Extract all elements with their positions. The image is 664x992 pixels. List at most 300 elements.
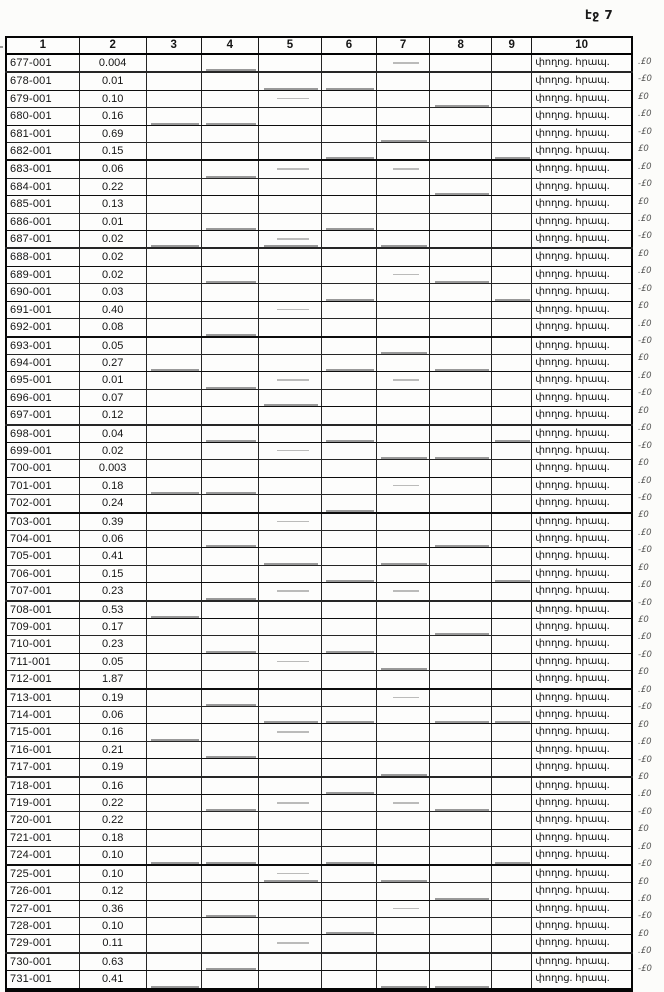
cell-empty — [377, 741, 430, 758]
table-row — [6, 354, 632, 371]
cell-empty — [321, 248, 376, 266]
table-row — [6, 389, 632, 406]
cell-category: փողոց. հրապ. — [532, 741, 632, 758]
cell-empty — [377, 125, 430, 142]
cell-empty — [146, 495, 201, 513]
cell-category: փողոց. հրապ. — [532, 953, 632, 971]
cell-empty — [492, 90, 532, 107]
cell-empty — [201, 372, 258, 389]
cell-empty — [146, 301, 201, 318]
cell-empty — [430, 619, 492, 636]
cell-empty — [258, 301, 321, 318]
cell-parcel-code: 679-001 — [6, 90, 79, 107]
cell-empty — [492, 689, 532, 707]
cell-category: փողոց. հրապ. — [532, 477, 632, 494]
table-row — [6, 231, 632, 249]
cell-area-value: 0.04 — [79, 425, 146, 443]
cell-area-value: 0.27 — [79, 354, 146, 371]
cell-empty — [258, 477, 321, 494]
cell-empty — [430, 178, 492, 195]
cell-empty — [492, 971, 532, 990]
cell-parcel-code: 698-001 — [6, 425, 79, 443]
cell-area-value: 0.15 — [79, 565, 146, 582]
cell-empty — [377, 513, 430, 531]
bleed-mark: .£0 — [638, 266, 652, 277]
table-row — [6, 953, 632, 971]
cell-empty — [492, 795, 532, 812]
cell-empty — [146, 653, 201, 670]
cell-empty — [146, 284, 201, 301]
cell-parcel-code: 694-001 — [6, 354, 79, 371]
cell-empty — [377, 460, 430, 477]
cell-parcel-code: 714-001 — [6, 707, 79, 724]
table-row — [6, 495, 632, 513]
cell-empty — [146, 460, 201, 477]
cell-empty — [201, 707, 258, 724]
cell-empty — [146, 178, 201, 195]
bleed-mark: -£0 — [638, 649, 652, 660]
cell-category: փողոց. հրապ. — [532, 829, 632, 846]
table-row — [6, 795, 632, 812]
cell-empty — [258, 284, 321, 301]
cell-area-value: 0.36 — [79, 900, 146, 917]
cell-empty — [430, 231, 492, 249]
bleed-marks-column — [638, 54, 664, 978]
cell-area-value: 0.16 — [79, 108, 146, 125]
cell-empty — [492, 266, 532, 283]
cell-empty — [492, 196, 532, 213]
cell-empty — [377, 707, 430, 724]
cell-empty — [430, 354, 492, 371]
cell-empty — [430, 90, 492, 107]
cell-empty — [201, 196, 258, 213]
cell-empty — [146, 266, 201, 283]
bleed-mark: -£0 — [638, 963, 652, 974]
cell-empty — [492, 829, 532, 846]
cell-empty — [377, 284, 430, 301]
cell-category: փողոց. հրապ. — [532, 337, 632, 355]
cell-empty — [258, 266, 321, 283]
cell-empty — [258, 883, 321, 900]
cell-empty — [258, 231, 321, 249]
cell-empty — [492, 917, 532, 934]
cell-parcel-code: 715-001 — [6, 724, 79, 741]
cell-empty — [321, 741, 376, 758]
cell-parcel-code: 689-001 — [6, 266, 79, 283]
cell-parcel-code: 730-001 — [6, 953, 79, 971]
cell-empty — [430, 407, 492, 425]
cell-empty — [146, 601, 201, 619]
cell-empty — [258, 636, 321, 653]
cell-empty — [492, 354, 532, 371]
cell-empty — [201, 389, 258, 406]
cell-area-value: 0.23 — [79, 636, 146, 653]
table-row — [6, 883, 632, 900]
cell-area-value: 0.02 — [79, 231, 146, 249]
cell-empty — [258, 671, 321, 689]
cell-empty — [201, 125, 258, 142]
cell-empty — [321, 653, 376, 670]
table-row — [6, 477, 632, 494]
bleed-mark: -£0 — [638, 859, 652, 870]
cell-empty — [430, 777, 492, 795]
cell-empty — [430, 530, 492, 547]
cell-empty — [146, 513, 201, 531]
cell-category: փողոց. հրապ. — [532, 54, 632, 72]
cell-empty — [258, 90, 321, 107]
cell-empty — [201, 301, 258, 318]
cell-parcel-code: 682-001 — [6, 143, 79, 161]
cell-empty — [492, 477, 532, 494]
cell-parcel-code: 680-001 — [6, 108, 79, 125]
cell-area-value: 0.69 — [79, 125, 146, 142]
bleed-mark: -£0 — [638, 179, 652, 190]
cell-area-value: 0.01 — [79, 213, 146, 230]
cell-empty — [430, 477, 492, 494]
cell-empty — [492, 741, 532, 758]
cell-empty — [201, 583, 258, 601]
cell-parcel-code: 728-001 — [6, 917, 79, 934]
cell-category: փողոց. հրապ. — [532, 125, 632, 142]
cell-empty — [430, 372, 492, 389]
cell-category: փողոց. հրապ. — [532, 178, 632, 195]
cell-empty — [201, 847, 258, 865]
cell-empty — [321, 847, 376, 865]
cell-empty — [146, 689, 201, 707]
cell-area-value: 0.12 — [79, 883, 146, 900]
cell-category: փողոց. հրապ. — [532, 707, 632, 724]
cell-empty — [430, 741, 492, 758]
cell-empty — [430, 671, 492, 689]
cell-area-value: 0.06 — [79, 160, 146, 178]
bleed-mark: £0 — [638, 771, 649, 782]
table-row — [6, 196, 632, 213]
cell-empty — [492, 900, 532, 917]
bleed-mark: -£0 — [638, 388, 652, 399]
cell-empty — [201, 407, 258, 425]
cell-empty — [146, 90, 201, 107]
cell-empty — [492, 54, 532, 72]
table-row — [6, 425, 632, 443]
cell-empty — [430, 143, 492, 161]
cell-category: փողոց. հրապ. — [532, 847, 632, 865]
cell-category: փողոց. հրապ. — [532, 917, 632, 934]
cell-empty — [377, 301, 430, 318]
cell-parcel-code: 681-001 — [6, 125, 79, 142]
cell-empty — [492, 72, 532, 90]
cell-empty — [321, 953, 376, 971]
cell-empty — [430, 900, 492, 917]
cell-empty — [321, 636, 376, 653]
cell-empty — [492, 425, 532, 443]
table-row — [6, 865, 632, 883]
cell-empty — [321, 442, 376, 459]
cell-empty — [258, 513, 321, 531]
cell-category: փողոց. հրապ. — [532, 372, 632, 389]
cell-empty — [258, 707, 321, 724]
cell-category: փողոց. հրապ. — [532, 160, 632, 178]
cell-empty — [258, 865, 321, 883]
table-row — [6, 54, 632, 72]
cell-empty — [377, 601, 430, 619]
cell-area-value: 0.11 — [79, 935, 146, 953]
cell-empty — [321, 935, 376, 953]
bleed-mark: -£0 — [638, 702, 652, 713]
cell-area-value: 0.03 — [79, 284, 146, 301]
cell-parcel-code: 691-001 — [6, 301, 79, 318]
cell-empty — [146, 389, 201, 406]
cell-empty — [430, 125, 492, 142]
cell-empty — [492, 301, 532, 318]
cell-area-value: 0.39 — [79, 513, 146, 531]
cell-empty — [321, 671, 376, 689]
cell-empty — [321, 90, 376, 107]
cell-empty — [430, 953, 492, 971]
cell-empty — [377, 196, 430, 213]
cell-category: փողոց. հրապ. — [532, 231, 632, 249]
cell-empty — [377, 477, 430, 494]
column-header-2: 2 — [79, 37, 146, 54]
bleed-mark: .£0 — [638, 57, 652, 67]
cell-empty — [258, 565, 321, 582]
cell-parcel-code: 697-001 — [6, 407, 79, 425]
cell-category: փողոց. հրապ. — [532, 812, 632, 829]
cell-empty — [201, 812, 258, 829]
cell-empty — [321, 900, 376, 917]
cell-empty — [377, 671, 430, 689]
cell-parcel-code: 702-001 — [6, 495, 79, 513]
cell-parcel-code: 707-001 — [6, 583, 79, 601]
cell-empty — [321, 425, 376, 443]
cell-empty — [492, 548, 532, 565]
cell-empty — [258, 847, 321, 865]
bleed-mark: .£0 — [638, 370, 652, 381]
cell-empty — [201, 213, 258, 230]
table-row — [6, 724, 632, 741]
cell-area-value: 0.05 — [79, 653, 146, 670]
cell-empty — [377, 636, 430, 653]
cell-empty — [430, 847, 492, 865]
cell-parcel-code: 695-001 — [6, 372, 79, 389]
cell-empty — [492, 495, 532, 513]
bleed-mark: .£0 — [638, 318, 652, 329]
cell-empty — [377, 917, 430, 934]
cell-empty — [201, 829, 258, 846]
cell-empty — [146, 248, 201, 266]
cell-parcel-code: 724-001 — [6, 847, 79, 865]
cell-empty — [377, 319, 430, 337]
cell-area-value: 0.21 — [79, 741, 146, 758]
cell-parcel-code: 721-001 — [6, 829, 79, 846]
cell-empty — [258, 795, 321, 812]
cell-empty — [201, 636, 258, 653]
cell-empty — [258, 619, 321, 636]
cell-empty — [492, 707, 532, 724]
cell-parcel-code: 712-001 — [6, 671, 79, 689]
cell-empty — [377, 829, 430, 846]
cell-empty — [377, 847, 430, 865]
cell-parcel-code: 690-001 — [6, 284, 79, 301]
cell-empty — [492, 565, 532, 582]
cell-area-value: 0.18 — [79, 829, 146, 846]
cell-empty — [201, 530, 258, 547]
cell-empty — [258, 196, 321, 213]
cell-empty — [492, 407, 532, 425]
cell-empty — [321, 829, 376, 846]
cell-category: փողոց. հրապ. — [532, 425, 632, 443]
table-row — [6, 266, 632, 283]
cell-empty — [201, 248, 258, 266]
bleed-mark: .£0 — [638, 213, 652, 224]
table-row — [6, 812, 632, 829]
cell-parcel-code: 719-001 — [6, 795, 79, 812]
cell-empty — [321, 759, 376, 777]
cell-empty — [321, 231, 376, 249]
cell-empty — [492, 460, 532, 477]
bleed-mark: .£0 — [638, 527, 652, 538]
cell-empty — [258, 530, 321, 547]
cell-empty — [258, 971, 321, 990]
cell-empty — [146, 636, 201, 653]
cell-empty — [201, 777, 258, 795]
cell-empty — [201, 442, 258, 459]
table-row — [6, 689, 632, 707]
cell-area-value: 0.19 — [79, 759, 146, 777]
cell-empty — [258, 900, 321, 917]
cell-empty — [146, 108, 201, 125]
table-row — [6, 337, 632, 355]
cell-empty — [430, 337, 492, 355]
cell-empty — [430, 460, 492, 477]
cell-empty — [430, 495, 492, 513]
cell-empty — [430, 707, 492, 724]
cell-empty — [258, 495, 321, 513]
bleed-mark: .£0 — [638, 841, 652, 852]
cell-empty — [430, 653, 492, 670]
table-row — [6, 829, 632, 846]
bleed-mark: -£0 — [638, 492, 652, 503]
bleed-mark: -£0 — [638, 754, 652, 765]
cell-parcel-code: 677-001 — [6, 54, 79, 72]
column-header-1: 1 — [6, 37, 79, 54]
cell-category: փողոց. հրապ. — [532, 777, 632, 795]
cell-empty — [492, 178, 532, 195]
header-row — [6, 37, 632, 54]
cell-area-value: 0.18 — [79, 477, 146, 494]
bleed-mark: £0 — [638, 248, 649, 259]
cell-empty — [258, 425, 321, 443]
cell-area-value: 0.02 — [79, 442, 146, 459]
bleed-mark: .£0 — [638, 946, 652, 957]
cell-empty — [492, 108, 532, 125]
table-row — [6, 548, 632, 565]
cell-empty — [377, 425, 430, 443]
cell-empty — [492, 143, 532, 161]
cell-empty — [321, 565, 376, 582]
cell-empty — [492, 442, 532, 459]
cell-parcel-code: 731-001 — [6, 971, 79, 990]
cell-empty — [201, 319, 258, 337]
cell-empty — [430, 601, 492, 619]
cell-empty — [258, 601, 321, 619]
cell-empty — [492, 759, 532, 777]
cell-category: փողոց. հրապ. — [532, 530, 632, 547]
cell-area-value: 0.22 — [79, 178, 146, 195]
bleed-mark: -£0 — [638, 440, 652, 451]
bleed-mark: £0 — [638, 144, 649, 155]
cell-empty — [377, 653, 430, 670]
cell-empty — [201, 513, 258, 531]
cell-empty — [201, 495, 258, 513]
bleed-mark: -£0 — [638, 283, 652, 294]
cell-empty — [258, 442, 321, 459]
cell-parcel-code: 701-001 — [6, 477, 79, 494]
cell-empty — [201, 724, 258, 741]
cell-parcel-code: 708-001 — [6, 601, 79, 619]
cell-category: փողոց. հրապ. — [532, 72, 632, 90]
table-row — [6, 178, 632, 195]
cell-category: փողոց. հրապ. — [532, 389, 632, 406]
cell-parcel-code: 685-001 — [6, 196, 79, 213]
cell-empty — [492, 513, 532, 531]
table-row — [6, 671, 632, 689]
cell-empty — [146, 72, 201, 90]
cell-empty — [258, 829, 321, 846]
cell-parcel-code: 688-001 — [6, 248, 79, 266]
bleed-mark: -£0 — [638, 231, 652, 242]
cell-empty — [321, 812, 376, 829]
table-row — [6, 442, 632, 459]
cell-area-value: 0.15 — [79, 143, 146, 161]
table-row — [6, 372, 632, 389]
cell-parcel-code: 709-001 — [6, 619, 79, 636]
cell-empty — [258, 143, 321, 161]
cell-empty — [430, 689, 492, 707]
cell-category: փողոց. հրապ. — [532, 407, 632, 425]
cell-parcel-code: 718-001 — [6, 777, 79, 795]
cell-empty — [321, 583, 376, 601]
cell-empty — [146, 847, 201, 865]
cell-parcel-code: 713-001 — [6, 689, 79, 707]
cell-empty — [321, 213, 376, 230]
cell-empty — [258, 653, 321, 670]
cell-empty — [201, 935, 258, 953]
cell-empty — [492, 812, 532, 829]
cell-empty — [201, 54, 258, 72]
cell-empty — [430, 829, 492, 846]
cell-empty — [377, 442, 430, 459]
cell-parcel-code: 729-001 — [6, 935, 79, 953]
cell-area-value: 0.22 — [79, 795, 146, 812]
cell-empty — [321, 707, 376, 724]
bleed-mark: £0 — [638, 719, 649, 730]
cell-area-value: 0.02 — [79, 248, 146, 266]
cell-empty — [430, 935, 492, 953]
bleed-mark: -£0 — [638, 911, 652, 922]
cell-empty — [201, 741, 258, 758]
cell-parcel-code: 687-001 — [6, 231, 79, 249]
cell-empty — [377, 689, 430, 707]
cell-empty — [377, 759, 430, 777]
cell-empty — [377, 971, 430, 990]
cell-empty — [258, 354, 321, 371]
cell-empty — [146, 337, 201, 355]
cell-empty — [430, 389, 492, 406]
cell-category: փողոց. հրապ. — [532, 196, 632, 213]
cell-empty — [201, 865, 258, 883]
cell-area-value: 0.23 — [79, 583, 146, 601]
bleed-mark: £0 — [638, 562, 649, 573]
